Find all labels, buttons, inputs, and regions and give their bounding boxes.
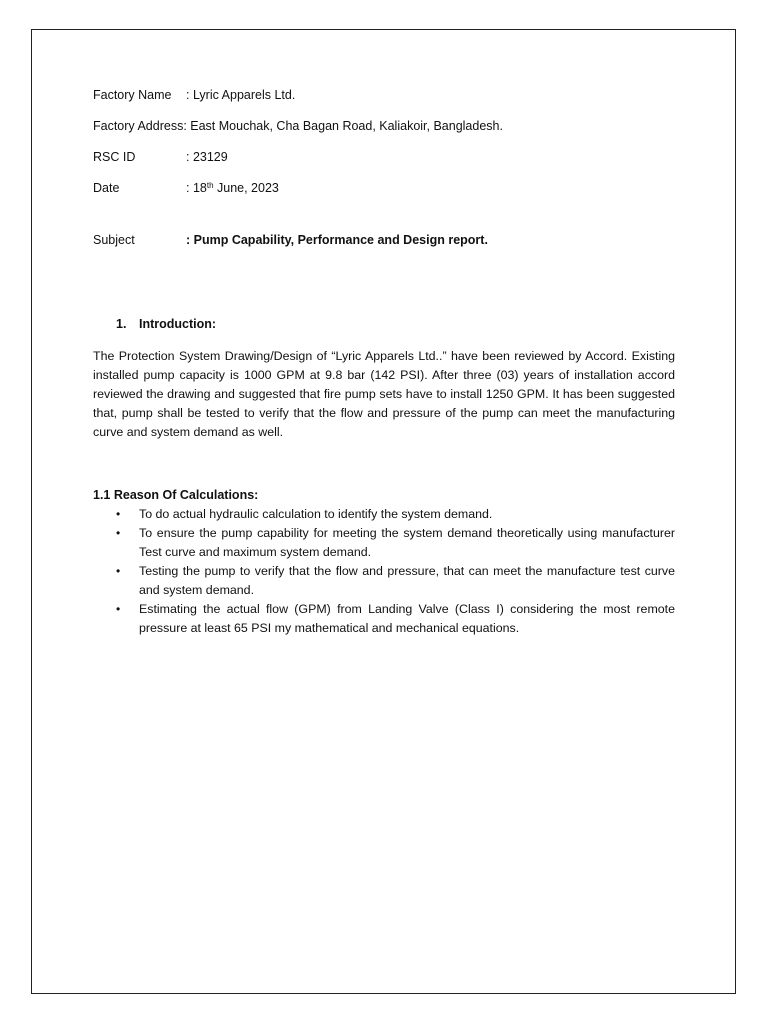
document-body xyxy=(93,86,675,638)
date-value xyxy=(186,179,279,198)
date-label: Date xyxy=(93,181,120,195)
bullet-icon: • xyxy=(116,507,121,521)
list-item-text: Estimating the actual flow (GPM) from Landing Valve (Class I) considering the most remote pressure at least 65 PSI my mathematical and mechanical equations. xyxy=(139,602,675,635)
subject-label: Subject xyxy=(93,233,135,247)
factory-address-value: East Mouchak, Cha Bagan Road, Kaliakoir, Bangladesh. xyxy=(186,119,503,133)
list-item xyxy=(93,600,675,638)
list-item xyxy=(93,505,675,524)
factory-name-label: Factory Name xyxy=(93,88,172,102)
list-item xyxy=(93,524,675,562)
bullet-icon: • xyxy=(116,564,121,578)
factory-name-row xyxy=(93,86,675,105)
list-item-text: To ensure the pump capability for meeting the system demand theoretically using manufacturer Test curve and maximum system demand. xyxy=(139,526,675,559)
date-month-year: June, 2023 xyxy=(213,181,279,195)
reason-list xyxy=(93,505,675,638)
introduction-title: Introduction: xyxy=(139,317,217,331)
reason-heading: 1.1 Reason Of Calculations: xyxy=(93,488,259,502)
factory-address-label: Factory Address: xyxy=(93,119,187,133)
factory-address-row xyxy=(93,117,675,136)
subject-value: : Pump Capability, Performance and Design report. xyxy=(186,233,488,247)
date-ordinal-suffix: th xyxy=(206,181,214,190)
list-item-text: Testing the pump to verify that the flow and pressure, that can meet the manufacture test curve and system demand. xyxy=(139,564,675,597)
date-day: : 18 xyxy=(186,181,207,195)
list-item-text: To do actual hydraulic calculation to identify the system demand. xyxy=(139,507,493,521)
introduction-paragraph: The Protection System Drawing/Design of “Lyric Apparels Ltd..” have been reviewed by Accord. Existing installed pump capacity is 1000 GPM at 9.8 bar (142 PSI). After three (03) years of installation accord reviewed the drawing and suggested that fire pump sets have to install 1250 GPM. It has been suggested that, pump shall be tested to verify that the flow and pressure of the pump can meet the manufacturing curve and system demand as well. xyxy=(93,349,675,439)
introduction-heading xyxy=(116,315,675,334)
date-row xyxy=(93,179,675,198)
subject-row xyxy=(93,231,675,250)
list-item xyxy=(93,562,675,600)
bullet-icon: • xyxy=(116,602,121,616)
bullet-icon: • xyxy=(116,526,121,540)
rsc-id-label: RSC ID xyxy=(93,150,136,164)
introduction-number: 1. xyxy=(116,317,127,331)
rsc-id-row xyxy=(93,148,675,167)
rsc-id-value: : 23129 xyxy=(186,150,228,164)
factory-name-value: : Lyric Apparels Ltd. xyxy=(186,88,296,102)
